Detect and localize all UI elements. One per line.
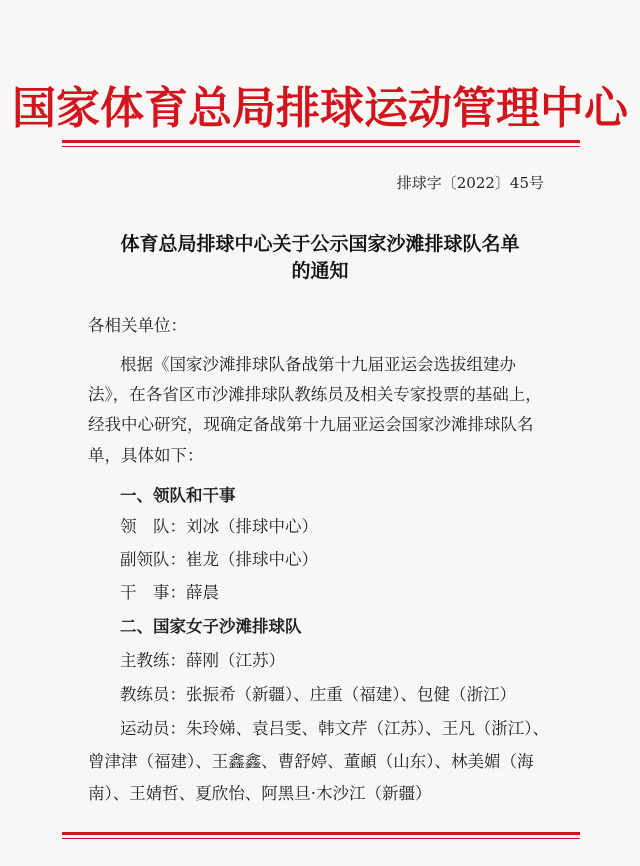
intro-line: 经我中心研究，现确定备战第十九届亚运会国家沙滩排球队名 [88, 415, 534, 434]
roster-line: 曾津津（福建）、王鑫鑫、曹舒婷、董頔（山东）、林美媚（海 [88, 752, 534, 771]
masthead-rule-thick [62, 140, 580, 143]
section-heading: 一、领队和干事 [120, 486, 236, 505]
staff-line: 干 事：薛晨 [120, 583, 219, 602]
masthead-title: 国家体育总局排球运动管理中心 [12, 83, 628, 134]
staff-line: 副领队：崔龙（排球中心） [120, 550, 318, 569]
document-title-line2: 的通知 [291, 260, 349, 282]
intro-line: 根据《国家沙滩排球队备战第十九届亚运会选拔组建办 [120, 355, 516, 374]
intro-line: 法》，在各省区市沙滩排球队教练员及相关专家投票的基础上， [88, 385, 542, 404]
footer-rule-thick [62, 832, 580, 835]
salutation: 各相关单位： [88, 316, 187, 335]
masthead-rule-thin [62, 146, 580, 147]
section-heading: 二、国家女子沙滩排球队 [120, 617, 302, 636]
document-number: 排球字〔2022〕45号 [396, 174, 544, 192]
roster-line: 主教练：薛刚（江苏） [120, 651, 285, 670]
footer-rule-thin [62, 838, 580, 839]
roster-line: 运动员：朱玲娣、袁吕雯、韩文芹（江苏）、王凡（浙江）、 [120, 719, 549, 738]
roster-line: 南）、王婧哲、夏欣怡、阿黑旦·木沙江（新疆） [88, 784, 432, 803]
document-title-line1: 体育总局排球中心关于公示国家沙滩排球队名单 [120, 233, 520, 255]
roster-line: 教练员：张振希（新疆）、庄重（福建）、包健（浙江） [120, 685, 516, 704]
staff-line: 领 队：刘冰（排球中心） [120, 517, 318, 536]
intro-line: 单，具体如下： [88, 446, 204, 465]
